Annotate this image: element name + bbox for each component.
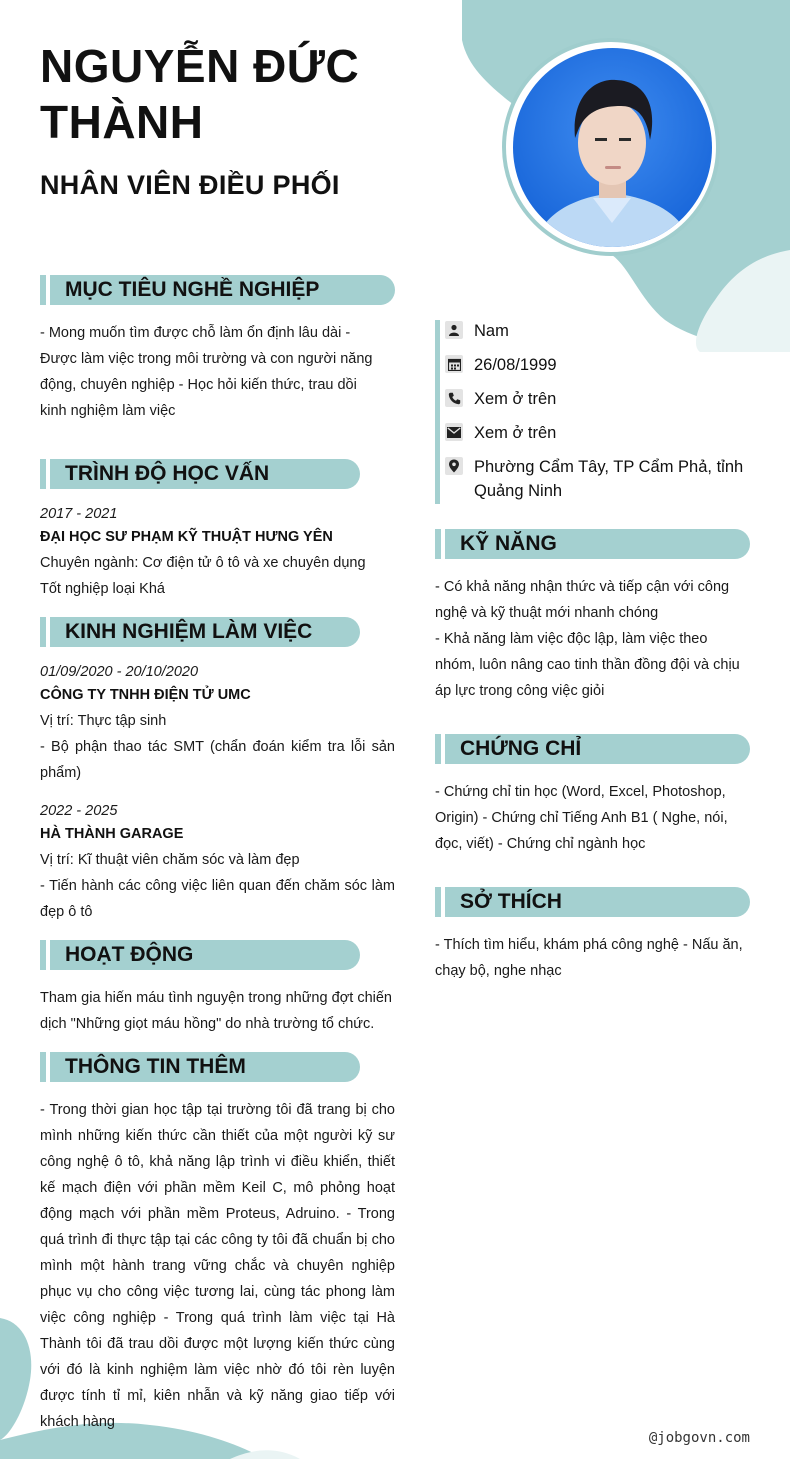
job-2-description: - Tiến hành các công việc liên quan đến chăm sóc làm đẹp ô tô: [40, 878, 395, 920]
job-1-company: CÔNG TY TNHH ĐIỆN TỬ UMC: [40, 687, 251, 703]
additional-info-heading: THÔNG TIN THÊM: [40, 1052, 360, 1082]
candidate-name: NGUYỄN ĐỨC THÀNH: [40, 40, 360, 148]
location-pin-icon: [445, 457, 463, 475]
address-value: Phường Cẩm Tây, TP Cẩm Phả, tỉnh Quảng Ninh: [474, 458, 744, 500]
objective-heading: MỤC TIÊU NGHỀ NGHIỆP: [40, 275, 395, 305]
education-major: Chuyên ngành: Cơ điện tử ô tô và xe chuyên dụng: [40, 555, 366, 571]
mail-icon: [445, 423, 463, 441]
education-school: ĐẠI HỌC SƯ PHẠM KỸ THUẬT HƯNG YÊN: [40, 529, 333, 545]
experience-heading: KINH NGHIỆM LÀM VIỆC: [40, 617, 360, 647]
skills-heading: KỸ NĂNG: [435, 529, 750, 559]
user-icon: [445, 321, 463, 339]
info-birthdate: [445, 353, 774, 377]
skills-item-1: - Có khả năng nhận thức và tiếp cận với công nghệ và kỹ thuật mới nhanh chóng: [435, 579, 730, 621]
phone-icon: [445, 389, 463, 407]
site-watermark: @jobgovn.com: [648, 1430, 750, 1446]
job-1-period: 01/09/2020 - 20/10/2020: [40, 664, 199, 680]
gender-value: Nam: [474, 322, 509, 340]
bottom-left-blob: [0, 1318, 31, 1440]
birthdate-value: 26/08/1999: [474, 356, 557, 374]
job-1-description: - Bộ phận thao tác SMT (chẩn đoán kiểm tra lỗi sản phẩm): [40, 739, 395, 781]
info-address: [445, 455, 774, 503]
email-value: Xem ở trên: [474, 424, 557, 442]
info-email: [445, 421, 774, 445]
phone-value: Xem ở trên: [474, 390, 557, 408]
education-period: 2017 - 2021: [40, 506, 118, 522]
hobbies-heading: SỞ THÍCH: [435, 887, 750, 917]
profile-photo: [513, 48, 712, 247]
activities-heading: HOẠT ĐỘNG: [40, 940, 360, 970]
hobbies-text: - Thích tìm hiểu, khám phá công nghệ - Nấu ăn, chạy bộ, nghe nhạc: [435, 937, 743, 979]
info-gender: [445, 319, 774, 343]
job-title: NHÂN VIÊN ĐIỀU PHỐI: [40, 170, 340, 200]
certificates-text: - Chứng chỉ tin học (Word, Excel, Photoshop, Origin) - Chứng chỉ Tiếng Anh B1 ( Nghe, nói, đọc, viết) - Chứng chỉ ngành học: [435, 784, 728, 852]
activities-text: Tham gia hiến máu tình nguyện trong những đợt chiến dịch "Những giọt máu hồng" do nhà trường tổ chức.: [40, 990, 392, 1032]
calendar-icon: [445, 355, 463, 373]
skills-item-2: - Khả năng làm việc độc lập, làm việc theo nhóm, luôn nâng cao tinh thần đồng đội và chịu áp lực trong công việc giỏi: [435, 631, 740, 699]
education-heading: TRÌNH ĐỘ HỌC VẤN: [40, 459, 360, 489]
info-phone: [445, 387, 774, 411]
education-result: Tốt nghiệp loại Khá: [40, 581, 165, 597]
objective-text: - Mong muốn tìm được chỗ làm ổn định lâu dài - Được làm việc trong môi trường và con người năng động, chuyên nghiệp - Học hỏi kiến thức, trau dồi kinh nghiệm làm việc: [40, 325, 373, 419]
job-1-position: Vị trí: Thực tập sinh: [40, 713, 167, 729]
job-2-position: Vị trí: Kĩ thuật viên chăm sóc và làm đẹp: [40, 852, 300, 868]
info-accent-bar: [435, 320, 440, 504]
job-2-company: HÀ THÀNH GARAGE: [40, 826, 184, 842]
job-2-period: 2022 - 2025: [40, 803, 118, 819]
certificates-heading: CHỨNG CHỈ: [435, 734, 750, 764]
additional-info-text: - Trong thời gian học tập tại trường tôi đã trang bị cho mình những kiến thức cần thiết của một người kỹ sư công nghệ ô tô, khả năng lập trình vi điều khiển, thiết kế mạch điện với phần mềm Keil C, mô phỏng hoạt động mạch với phần mềm Proteus, Adruino. - Trong quá trình đi thực tập tại các công ty tôi đã chuẩn bị cho mình một hành trang vững chắc và chuyên nghiệp phục vụ cho công việc tương lai, cùng tác phong làm việc công nghiệp - Trong quá trình làm việc tại Hà Thành tôi đã trau dồi được một lượng kiến thức cùng với đó là kinh nghiệm làm việc nhờ đó tôi rèn luyện được tính tỉ mỉ, kiên nhẫn và kỹ năng giao tiếp với khách hàng: [40, 1102, 395, 1430]
